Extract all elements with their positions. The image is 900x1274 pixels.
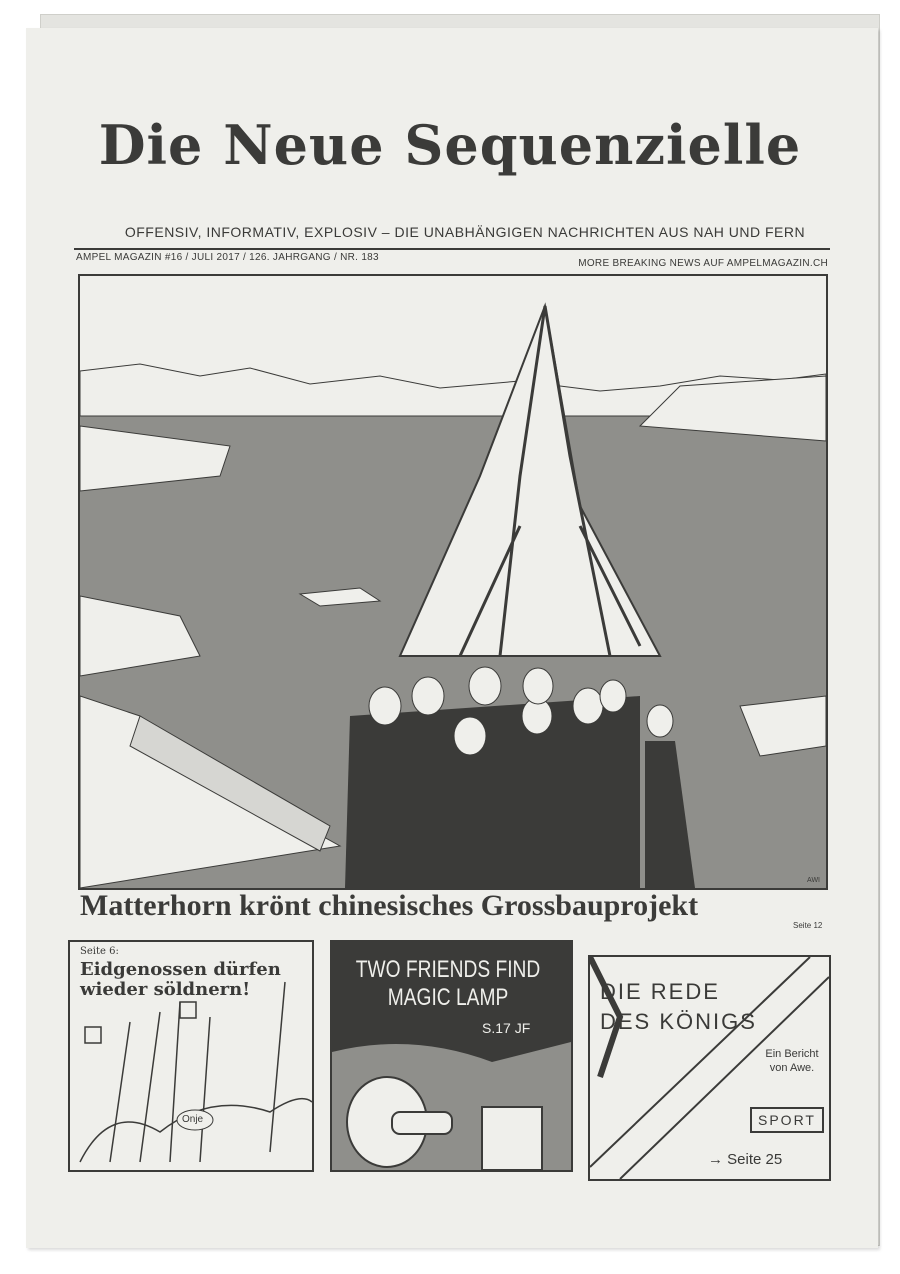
cover-illustration bbox=[78, 274, 828, 890]
issue-info: AMPEL MAGAZIN #16 / JULI 2017 / 126. JAHRGANG / NR. 183 bbox=[76, 252, 379, 263]
teaser-headline: Eidgenossen dürfen wieder söldnern! bbox=[80, 959, 281, 1000]
masthead-rule bbox=[74, 248, 830, 250]
teaser-headline: TWO FRIENDS FIND MAGIC LAMP bbox=[355, 956, 541, 1011]
speech-bubble: Onje bbox=[182, 1114, 204, 1125]
teaser-page-ref: S.17 JF bbox=[482, 1020, 531, 1036]
cover-page-ref: Seite 12 bbox=[793, 921, 823, 930]
teaser-magic-lamp[interactable] bbox=[330, 940, 573, 1172]
section-badge-sport: SPORT bbox=[750, 1107, 824, 1133]
artist-credit: AWI bbox=[807, 877, 820, 884]
teaser-soeldner[interactable] bbox=[68, 940, 314, 1172]
masthead-tagline: OFFENSIV, INFORMATIV, EXPLOSIV – DIE UNABHÄNGIGEN NACHRICHTEN AUS NAH UND FERN bbox=[124, 224, 806, 240]
teaser-page-ref: → Seite 25 bbox=[708, 1151, 783, 1168]
teaser-headline: DIE REDE DES KÖNIGS bbox=[600, 979, 757, 1034]
soldiers-illustration bbox=[70, 942, 312, 1170]
lamp-illustration bbox=[332, 942, 571, 1170]
masthead-title: Die Neue Sequenzielle bbox=[98, 113, 802, 177]
teaser-page-ref: Seite 6: bbox=[80, 946, 119, 957]
teaser-rede-des-koenigs[interactable] bbox=[588, 955, 831, 1181]
cover-headline[interactable]: Matterhorn krönt chinesisches Grossbauprojekt bbox=[80, 889, 699, 922]
teaser-byline: Ein Bericht von Awe. bbox=[765, 1048, 819, 1074]
website-note: MORE BREAKING NEWS AUF AMPELMAGAZIN.CH bbox=[578, 258, 828, 269]
